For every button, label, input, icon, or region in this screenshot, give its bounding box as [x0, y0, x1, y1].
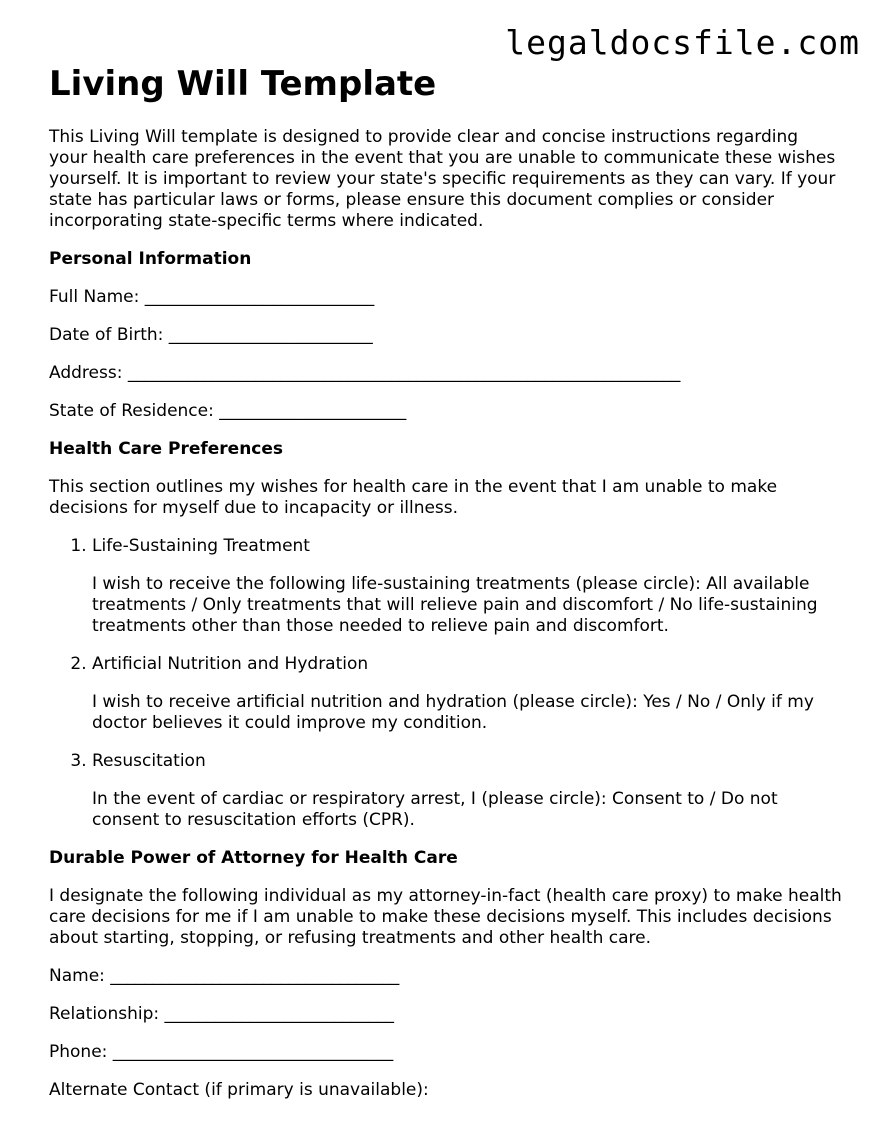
- dob-field[interactable]: Date of Birth: ________________________: [49, 325, 373, 345]
- list-item-label: Artificial Nutrition and Hydration: [92, 654, 369, 674]
- intro-paragraph: This Living Will template is designed to provide clear and concise instructions regarding your health care preferences in the event that you are unable to communicate these wishes yourself. It is important to review your state's specific requirements as they can vary. If your state has particular laws or forms, please ensure this document complies or consider incorporating state-specific terms where indicated.: [49, 127, 836, 231]
- phone-field[interactable]: Phone: _________________________________: [49, 1042, 394, 1062]
- list-item: [92, 751, 849, 831]
- list-item-description: I wish to receive the following life-sustaining treatments (please circle): All available treatments / Only treatments that will relieve pain and discomfort / No life-sustaining treatments other than those needed to relieve pain and discomfort.: [92, 574, 818, 636]
- health-care-heading: Health Care Preferences: [49, 439, 284, 459]
- list-item: [92, 536, 849, 637]
- page-title: Living Will Template: [49, 64, 437, 104]
- list-item-label: Life-Sustaining Treatment: [92, 536, 310, 556]
- state-field[interactable]: State of Residence: ______________________: [49, 401, 407, 421]
- poa-intro: I designate the following individual as my attorney-in-fact (health care proxy) to make health care decisions for me if I am unable to make these decisions myself. This includes decisions about starting, stopping, or refusing treatments and other health care.: [49, 886, 842, 948]
- address-field[interactable]: Address: _________________________________________________________________: [49, 363, 681, 383]
- watermark-text: legaldocsfile.com: [505, 23, 860, 62]
- list-item: [92, 654, 849, 734]
- list-item-description: I wish to receive artificial nutrition and hydration (please circle): Yes / No / Only if my doctor believes it could improve my condition.: [92, 692, 814, 733]
- full-name-field[interactable]: Full Name: ___________________________: [49, 287, 375, 307]
- proxy-name-field[interactable]: Name: __________________________________: [49, 966, 400, 986]
- poa-heading: Durable Power of Attorney for Health Care: [49, 848, 458, 868]
- alternate-contact-label: Alternate Contact (if primary is unavailable):: [49, 1080, 429, 1100]
- document-page: [49, 62, 849, 1101]
- personal-info-heading: Personal Information: [49, 249, 252, 269]
- preferences-list: [49, 536, 849, 831]
- list-item-label: Resuscitation: [92, 751, 206, 771]
- list-item-description: In the event of cardiac or respiratory arrest, I (please circle): Consent to / Do not consent to resuscitation efforts (CPR).: [92, 789, 778, 830]
- relationship-field[interactable]: Relationship: ___________________________: [49, 1004, 394, 1024]
- health-care-intro: This section outlines my wishes for health care in the event that I am unable to make decisions for myself due to incapacity or illness.: [49, 477, 778, 518]
